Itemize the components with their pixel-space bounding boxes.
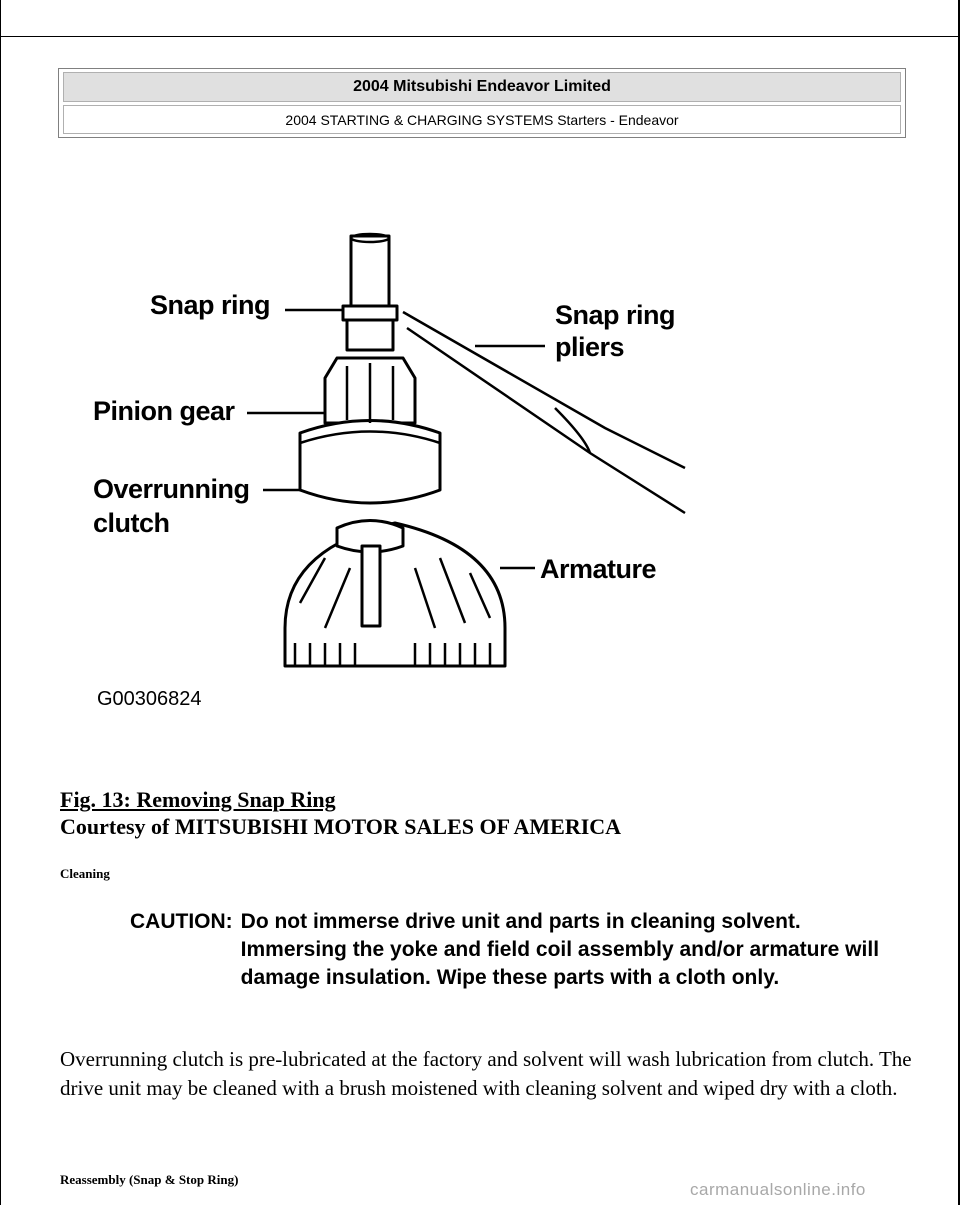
label-snap-ring-pliers-line2: pliers: [555, 332, 625, 362]
label-armature: Armature: [540, 554, 657, 584]
header-title: 2004 Mitsubishi Endeavor Limited: [63, 72, 901, 102]
snap-ring-removal-figure: [85, 228, 705, 718]
figure-code: G00306824: [97, 688, 202, 710]
label-snap-ring: Snap ring: [150, 290, 271, 320]
caution-label: CAUTION:: [130, 910, 233, 933]
page-left-border: [0, 0, 1, 1205]
label-pinion-gear: Pinion gear: [93, 396, 235, 426]
page-top-border: [0, 36, 960, 37]
label-overrunning-line1: Overrunning: [93, 474, 250, 504]
figure-courtesy: Courtesy of MITSUBISHI MOTOR SALES OF AMERICA: [60, 814, 622, 839]
watermark: carmanualsonline.info: [690, 1180, 866, 1199]
cleaning-paragraph: Overrunning clutch is pre-lubricated at the factory and solvent will wash lubrication from clutch. The drive unit may be cleaned with a brush moistened with cleaning solvent and wiped dry with a cloth.: [60, 1047, 912, 1100]
header-subtitle: 2004 STARTING & CHARGING SYSTEMS Starters - Endeavor: [63, 105, 901, 134]
caution-box: [130, 908, 890, 992]
figure-caption: Fig. 13: Removing Snap Ring: [60, 787, 336, 812]
label-snap-ring-pliers-line1: Snap ring: [555, 300, 676, 330]
section-heading-cleaning: Cleaning: [60, 866, 110, 881]
section-heading-reassembly: Reassembly (Snap & Stop Ring): [60, 1172, 239, 1187]
caution-text: Do not immerse drive unit and parts in cleaning solvent. Immersing the yoke and field coil assembly and/or armature will damage insulation. Wipe these parts with a cloth only.: [240, 910, 880, 989]
document-header: [58, 68, 906, 138]
label-overrunning-line2: clutch: [93, 508, 170, 538]
